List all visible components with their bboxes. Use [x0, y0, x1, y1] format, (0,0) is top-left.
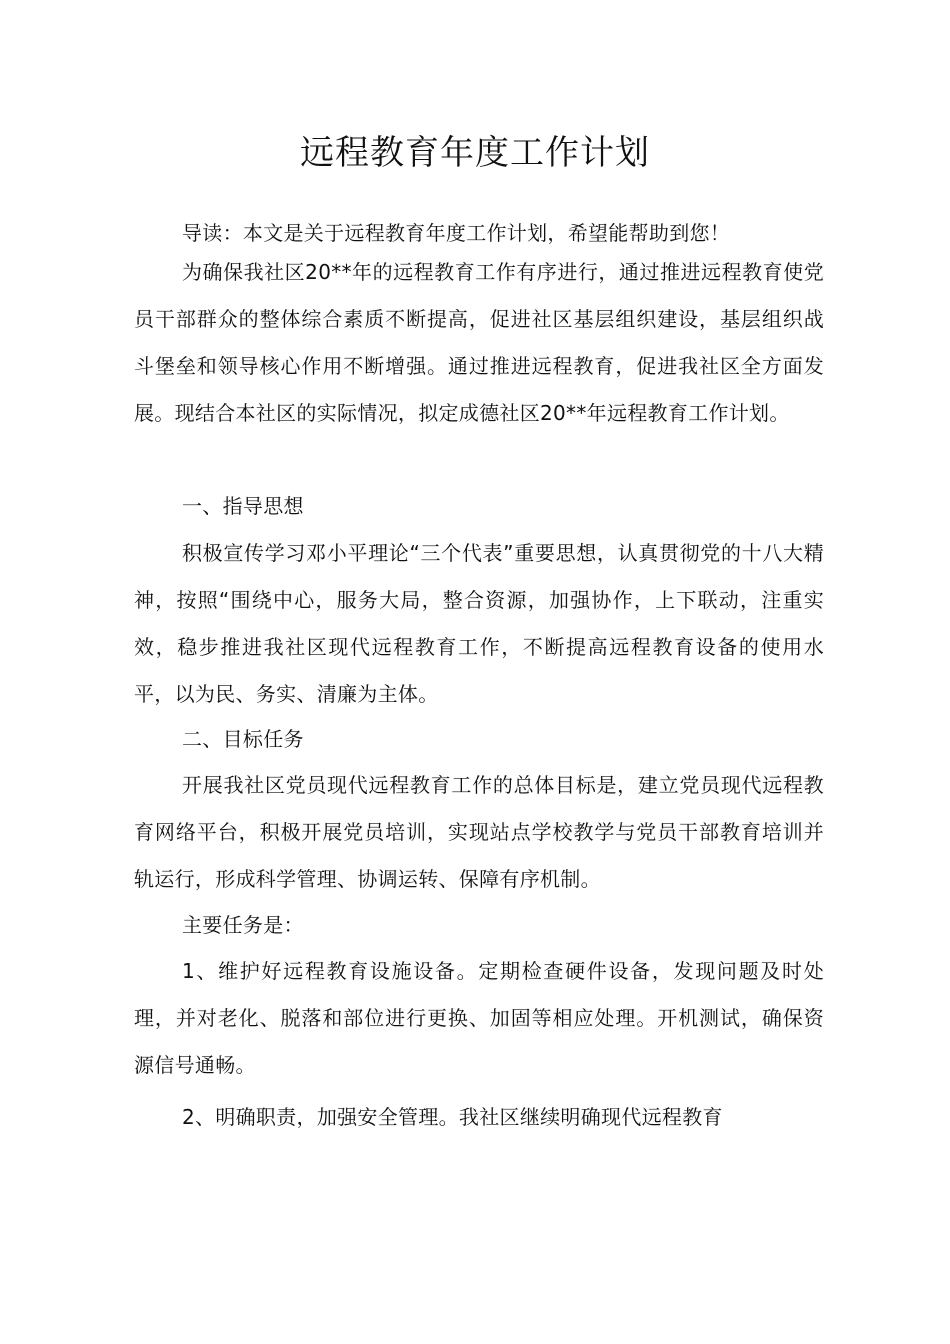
- task-2-block: [134, 1094, 824, 1141]
- section-heading-1-block: [134, 483, 824, 530]
- intro-paragraph: 导读：本文是关于远程教育年度工作计划，希望能帮助到您！: [182, 221, 731, 245]
- section-heading-2-block: [134, 716, 824, 763]
- main-tasks-heading: 主要任务是：: [182, 913, 304, 937]
- paragraph-2-block: [134, 530, 824, 718]
- document-title: 远程教育年度工作计划: [300, 133, 650, 173]
- paragraph-3: 开展我社区党员现代远程教育工作的总体目标是，建立党员现代远程教育网络平台，积极开展党员培训，实现站点学校教学与党员干部教育培训并轨运行，形成科学管理、协调运转、保障有序机制。: [134, 773, 824, 891]
- paragraph-1-block: [134, 249, 824, 437]
- paragraph-1: 为确保我社区20**年的远程教育工作有序进行，通过推进远程教育使党员干部群众的整体综合素质不断提高，促进社区基层组织建设，基层组织战斗堡垒和领导核心作用不断增强。通过推进远程教育，促进我社区全方面发展。现结合本社区的实际情况，拟定成德社区20**年远程教育工作计划。: [134, 260, 824, 425]
- task-1-paragraph: 1、维护好远程教育设施设备。定期检查硬件设备，发现问题及时处理，并对老化、脱落和部位进行更换、加固等相应处理。开机测试，确保资源信号通畅。: [134, 959, 824, 1077]
- paragraph-3-block: [134, 762, 824, 903]
- paragraph-2: 积极宣传学习邓小平理论“三个代表”重要思想，认真贯彻党的十八大精神，按照“围绕中心，服务大局，整合资源，加强协作，上下联动，注重实效，稳步推进我社区现代远程教育工作，不断提高远程教育设备的使用水平，以为民、务实、清廉为主体。: [134, 541, 824, 706]
- task-2-paragraph: 2、明确职责，加强安全管理。我社区继续明确现代远程教育: [182, 1105, 723, 1129]
- section-heading-guiding-thought: 一、指导思想: [182, 494, 304, 518]
- task-1-block: [134, 948, 824, 1089]
- section-heading-goals: 二、目标任务: [182, 727, 304, 751]
- main-tasks-block: [134, 902, 824, 949]
